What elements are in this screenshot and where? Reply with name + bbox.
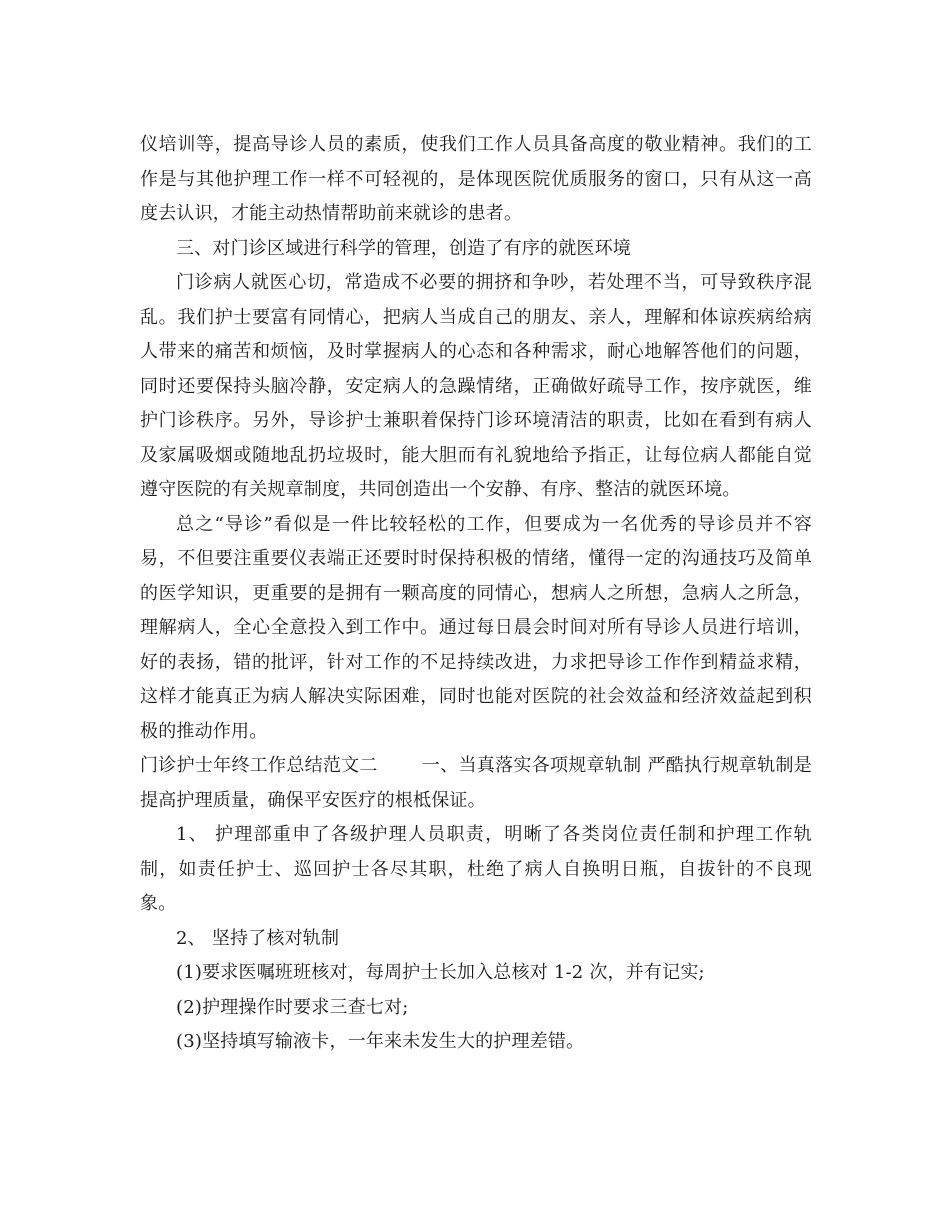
section-one-text: 一、当真落实各项规章轨制 严酷执行规章轨制是提高护理质量，确保平安医疗的根柢保证。 (140, 755, 812, 811)
paragraph-summary: 总之“导诊”看似是一件比较轻松的工作，但要成为一名优秀的导诊员并不容易，不但要注重要仪表端正还要时时保持积极的情绪，懂得一定的沟通技巧及简单的医学知识，更重要的是拥有一颗高度的同情心，想病人之所想，急病人之所急，理解病人，全心全意投入到工作中。通过每日晨会时间对所有导诊人员进行培训，好的表扬，错的批评，针对工作的不足持续改进，力求把导诊工作作到精益求精，这样才能真正为病人解决实际困难，同时也能对医院的社会效益和经济效益起到积极的推动作用。 (140, 513, 812, 742)
paragraph-title-two (140, 749, 812, 818)
list-item-verification: 2、 坚持了核对轨制 (176, 927, 340, 949)
section-heading-outpatient-management: 三、对门诊区域进行科学的管理，创造了有序的就医环境 (176, 237, 631, 259)
document-body (140, 128, 812, 1060)
list-item-duties: 1、 护理部重申了各级护理人员职责，明晰了各类岗位责任制和护理工作轨制，如责任护士、巡回护士各尽其职，杜绝了病人自换明日瓶，自拔针的不良现象。 (140, 824, 812, 914)
sub-item-three-checks: (2)护理操作时要求三查七对; (176, 996, 409, 1018)
paragraph-training: 仪培训等，提高导诊人员的素质，使我们工作人员具备高度的敬业精神。我们的工作是与其他护理工作一样不可轻视的，是体现医院优质服务的窗口，只有从这一高度去认识，才能主动热情帮助前来就诊的患者。 (140, 134, 812, 224)
document-subtitle: 门诊护士年终工作总结范文二 (140, 755, 378, 776)
paragraph-outpatient-order: 门诊病人就医心切，常造成不必要的拥挤和争吵，若处理不当，可导致秩序混乱。我们护士要富有同情心，把病人当成自己的朋友、亲人，理解和体谅疾病给病人带来的痛苦和烦恼，及时掌握病人的心态和各种需求，耐心地解答他们的问题，同时还要保持头脑冷静，安定病人的急躁情绪，正确做好疏导工作，按序就医，维护门诊秩序。另外，导诊护士兼职着保持门诊环境清洁的职责，比如在看到有病人及家属吸烟或随地乱扔垃圾时，能大胆而有礼貌地给予指正，让每位病人都能自觉遵守医院的有关规章制度，共同创造出一个安静、有序、整洁的就医环境。 (140, 272, 812, 500)
sub-item-infusion-card: (3)坚持填写输液卡，一年来未发生大的护理差错。 (176, 1031, 585, 1052)
sub-item-orders-check: (1)要求医嘱班班核对，每周护士长加入总核对 1-2 次，并有记实; (176, 962, 705, 983)
